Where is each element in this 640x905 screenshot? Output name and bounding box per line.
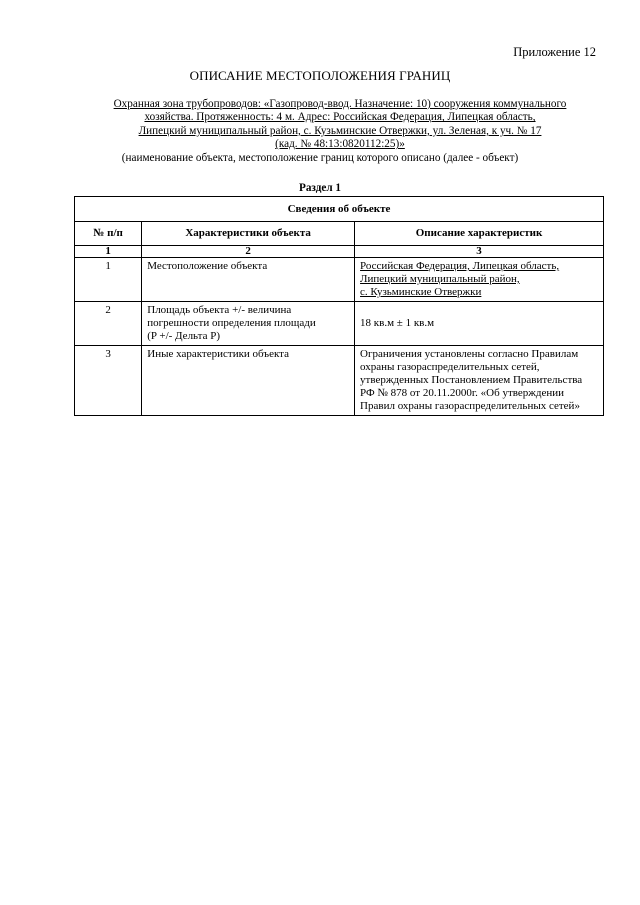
description-line: Правил охраны газораспределительных сетей» bbox=[360, 400, 580, 412]
description-line: Российская Федерация, Липецкая область, bbox=[360, 260, 560, 272]
column-header: № п/п bbox=[75, 222, 142, 246]
column-number: 2 bbox=[142, 246, 355, 258]
characteristic-line: погрешности определения площади bbox=[147, 317, 316, 329]
description-cell bbox=[355, 302, 604, 346]
row-number: 3 bbox=[75, 346, 142, 416]
row-number: 2 bbox=[75, 302, 142, 346]
characteristic-line: (P +/- Дельта P) bbox=[147, 330, 221, 342]
object-info-table bbox=[74, 196, 604, 416]
description-line: охраны газораспределительных сетей, bbox=[360, 361, 540, 373]
object-name bbox=[70, 98, 610, 152]
description-line: РФ № 878 от 20.11.2000г. «Об утверждении bbox=[360, 387, 565, 399]
table-row bbox=[75, 346, 604, 416]
row-number: 1 bbox=[75, 258, 142, 302]
characteristic-line: Иные характеристики объекта bbox=[147, 348, 289, 360]
description-line: 18 кв.м ± 1 кв.м bbox=[360, 317, 435, 329]
characteristic-line: Площадь объекта +/- величина bbox=[147, 304, 292, 316]
description-line: Ограничения установлены согласно Правилам bbox=[360, 348, 579, 360]
object-line: Липецкий муниципальный район, с. Кузьминские Отвержки, ул. Зеленая, к уч. № 17 bbox=[138, 124, 542, 137]
description-cell bbox=[355, 346, 604, 416]
description-cell bbox=[355, 258, 604, 302]
section-title: Раздел 1 bbox=[298, 182, 341, 194]
description-line: утвержденных Постановлением Правительства bbox=[360, 374, 583, 386]
characteristic-cell bbox=[142, 346, 355, 416]
document-title: ОПИСАНИЕ МЕСТОПОЛОЖЕНИЯ ГРАНИЦ bbox=[189, 68, 451, 83]
object-line: (кад. № 48:13:0820112:25)» bbox=[275, 138, 405, 151]
characteristic-line: Местоположение объекта bbox=[147, 260, 268, 272]
table-row bbox=[75, 302, 604, 346]
column-header: Описание характеристик bbox=[355, 222, 604, 246]
object-line: Охранная зона трубопроводов: «Газопровод-ввод. Назначение: 10) сооружения коммунального bbox=[113, 98, 567, 110]
column-header: Характеристики объекта bbox=[142, 222, 355, 246]
appendix-label: Приложение 12 bbox=[513, 45, 596, 59]
characteristic-cell bbox=[142, 258, 355, 302]
description-line: Липецкий муниципальный район, bbox=[360, 273, 520, 285]
object-caption: (наименование объекта, местоположение границ которого описано (далее - объект) bbox=[121, 152, 519, 164]
object-line: хозяйства. Протяженность: 4 м. Адрес: Российская Федерация, Липецкая область, bbox=[144, 111, 536, 124]
column-number: 1 bbox=[75, 246, 142, 258]
table-row bbox=[75, 258, 604, 302]
column-number: 3 bbox=[355, 246, 604, 258]
characteristic-cell bbox=[142, 302, 355, 346]
description-line: с. Кузьминские Отвержки bbox=[360, 286, 482, 298]
table-caption: Сведения об объекте bbox=[75, 197, 604, 222]
